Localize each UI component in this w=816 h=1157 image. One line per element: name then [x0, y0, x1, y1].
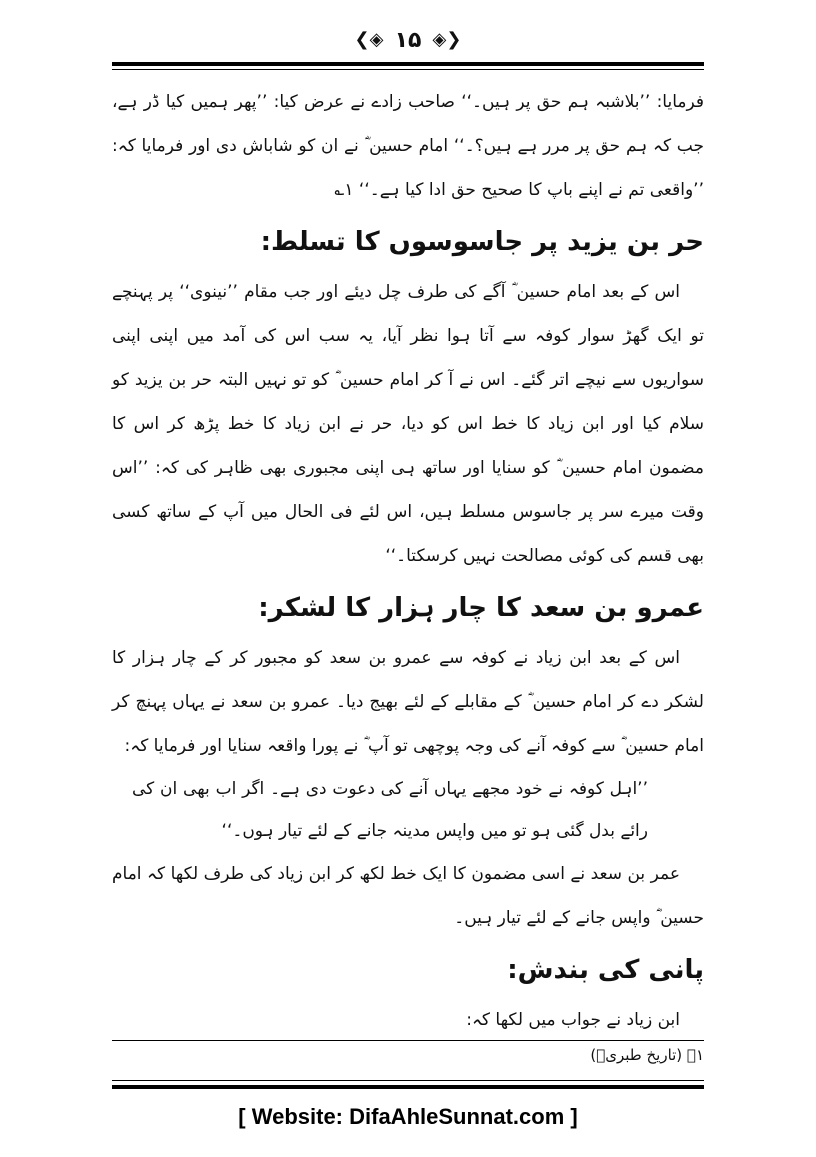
paragraph-1: فرمایا: ’’بلاشبہ ہم حق پر ہیں۔‘‘ صاحب زادے نے عرض کیا: ’’پھر ہمیں کیا ڈر ہے، جب کہ ہم حق پر مرر ہے ہیں؟۔‘‘ امام حسین ؓ نے ان کو شاباش دی اور فرمایا کہ: ’’واقعی تم نے اپنے باپ کا صحیح حق ادا کیا ہے۔‘‘ ۱؎	[112, 92, 704, 200]
paragraph-2: اس کے بعد امام حسین ؓ آگے کی طرف چل دیئے اور جب مقام ’’نینوی‘‘ پر پہنچے تو ایک گھڑ سوار کوفہ سے آتا ہوا نظر آیا، یہ سب اس کی آمد میں اپنی اپنی سواریوں سے نیچے اتر گئے۔ اس نے آ کر امام حسین ؓ کو تو نہیں البتہ حر بن یزید کو سلام کیا اور ابن زیاد کا خط اس کو دیا، حر نے ابن زیاد کا خط پڑھ کر اس کا مضمون امام حسین ؓ کو سنایا اور ساتھ ہی اپنی مجبوری بھی ظاہر کی کہ: ’’اس وقت میرے سر پر جاسوس مسلط ہیں، اس لئے فی الحال میں آپ کے ساتھ کسی بھی قسم کی کوئی مصالحت نہیں کرسکتا۔‘‘	[112, 282, 704, 566]
ornament-left-icon: ❮◈	[354, 29, 384, 50]
paragraph-5: ابن زیاد نے جواب میں لکھا کہ:	[466, 1010, 680, 1030]
top-rule-thick	[112, 62, 704, 66]
paragraph-4: عمر بن سعد نے اسی مضمون کا ایک خط لکھ کر ابن زیاد کی طرف لکھا کہ امام حسین ؓ واپس جانے کے لئے تیار ہیں۔	[112, 864, 704, 928]
heading-hur-bin-yazid: حر بن یزید پر جاسوسوں کا تسلط:	[260, 227, 704, 257]
heading-water-blockade: پانی کی بندش:	[507, 955, 704, 985]
page-header	[0, 28, 816, 53]
bottom-rule-thin	[112, 1080, 704, 1081]
quote-block: ’’اہل کوفہ نے خود مجھے یہاں آنے کی دعوت دی ہے۔ اگر اب بھی ان کی رائے بدل گئی ہو تو میں واپس مدینہ جانے کے لئے تیار ہوں۔‘‘	[132, 779, 648, 841]
paragraph-3: اس کے بعد ابن زیاد نے کوفہ سے عمرو بن سعد کو مجبور کر کے چار ہزار کا لشکر دے کر امام حسین ؓ کے مقابلے کے لئے بھیج دیا۔ عمرو بن سعد نے یہاں پہنچ کر امام حسین ؓ سے کوفہ آنے کی وجہ پوچھی تو آپ ؓ نے پورا واقعہ سنایا اور فرمایا کہ:	[112, 648, 704, 756]
bottom-rule-thick	[112, 1085, 704, 1089]
page-body	[112, 80, 704, 1042]
page-number: ۱۵	[394, 28, 422, 53]
ornament-right-icon: ◈❯	[432, 29, 462, 50]
heading-umar-bin-saad: عمرو بن سعد کا چار ہزار کا لشکر:	[258, 593, 704, 623]
website-footer: [ Website: DifaAhleSunnat.com ]	[238, 1104, 578, 1129]
footnote: ۱؎ (تاریخ طبریؒ)	[590, 1046, 704, 1064]
top-rule-thin	[112, 69, 704, 70]
footnote-rule	[112, 1040, 704, 1041]
